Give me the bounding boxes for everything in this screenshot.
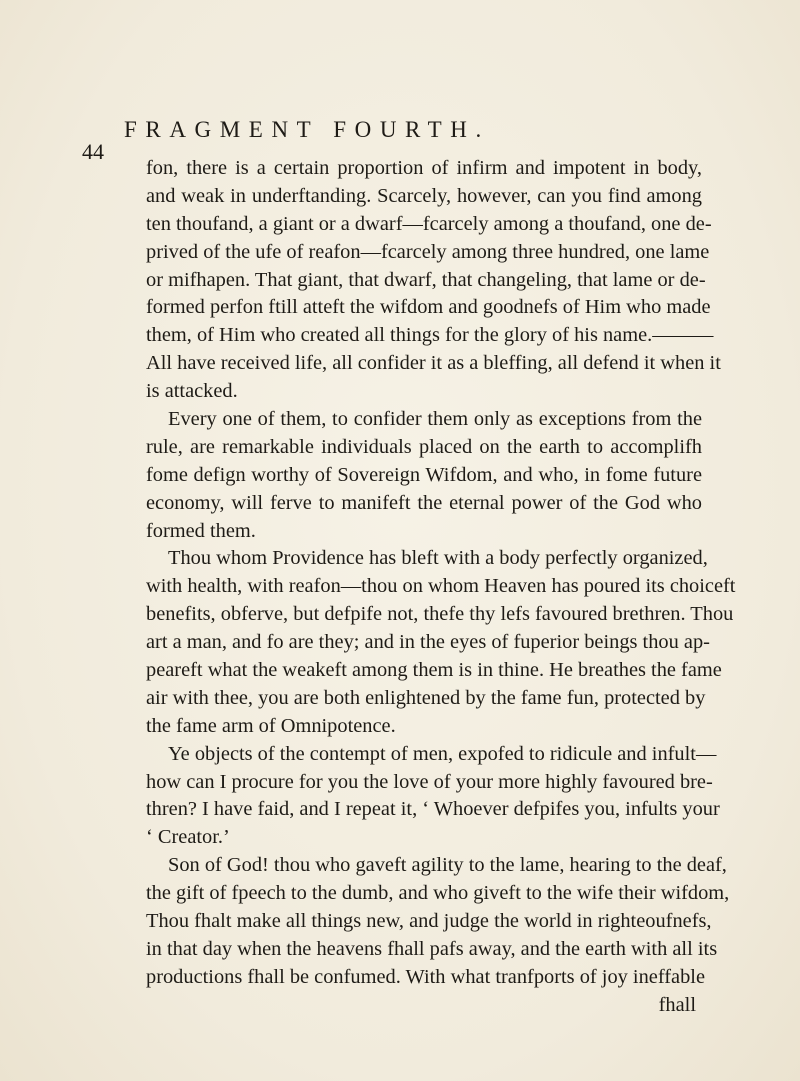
text-line: is attacked. — [146, 380, 238, 403]
body-text — [146, 155, 736, 1020]
text-line: how can I procure for you the love of your more highly favoured bre- — [146, 770, 713, 793]
text-line: prived of the ufe of reafon—fcarcely among three hundred, one lame — [146, 240, 710, 263]
text-line: economy, will ferve to manifeft the eternal power of the God who — [146, 491, 702, 514]
running-head: FRAGMENT FOURTH. — [124, 117, 490, 142]
text-line: ten thoufand, a giant or a dwarf—fcarcely among a thoufand, one de- — [146, 212, 712, 235]
text-line: ‘ Creator.’ — [146, 826, 230, 849]
text-line: Thou whom Providence has bleft with a body perfectly organized, — [168, 547, 708, 570]
text-line: formed them. — [146, 519, 256, 542]
text-line: fome defign worthy of Sovereign Wifdom, and who, in fome future — [146, 463, 702, 486]
text-line: and weak in underftanding. Scarcely, however, can you find among — [146, 184, 702, 207]
text-line: fon, there is a certain proportion of infirm and impotent in body, — [146, 157, 702, 179]
text-line: Son of God! thou who gaveft agility to the lame, hearing to the deaf, — [168, 854, 727, 877]
text-line: the fame arm of Omnipotence. — [146, 714, 396, 737]
text-line: Thou fhalt make all things new, and judge the world in righteoufnefs, — [146, 910, 712, 933]
text-line: Ye objects of the contempt of men, expofed to ridicule and infult— — [168, 742, 717, 765]
page-number: 44 — [82, 139, 104, 164]
text-line: productions fhall be confumed. With what tranfports of joy ineffable — [146, 965, 706, 988]
text-line: them, of Him who created all things for the glory of his name.——— — [146, 324, 714, 347]
text-line: with health, with reafon—thou on whom Heaven has poured its choiceft — [146, 575, 736, 598]
catchword: fhall — [658, 993, 696, 1016]
text-line: All have received life, all confider it as a bleffing, all defend it when it — [146, 352, 721, 375]
text-line: rule, are remarkable individuals placed on the earth to accomplifh — [146, 435, 702, 458]
text-line: formed perfon ftill atteft the wifdom and goodnefs of Him who made — [146, 296, 711, 319]
text-line: air with thee, you are both enlightened by the fame fun, protected by — [146, 686, 706, 709]
text-line: art a man, and fo are they; and in the eyes of fuperior beings thou ap- — [146, 631, 710, 654]
text-line: or mifhapen. That giant, that dwarf, that changeling, that lame or de- — [146, 268, 706, 291]
text-line: peareft what the weakeft among them is in thine. He breathes the fame — [146, 659, 722, 682]
text-line: in that day when the heavens fhall pafs away, and the earth with all its — [146, 937, 718, 960]
text-line: benefits, obferve, but defpife not, thefe thy lefs favoured brethren. Thou — [146, 603, 734, 626]
text-line: the gift of fpeech to the dumb, and who giveft to the wife their wifdom, — [146, 882, 730, 905]
text-line: thren? I have faid, and I repeat it, ‘ Whoever defpifes you, infults your — [146, 798, 720, 821]
text-line: Every one of them, to confider them only as exceptions from the — [168, 408, 702, 431]
